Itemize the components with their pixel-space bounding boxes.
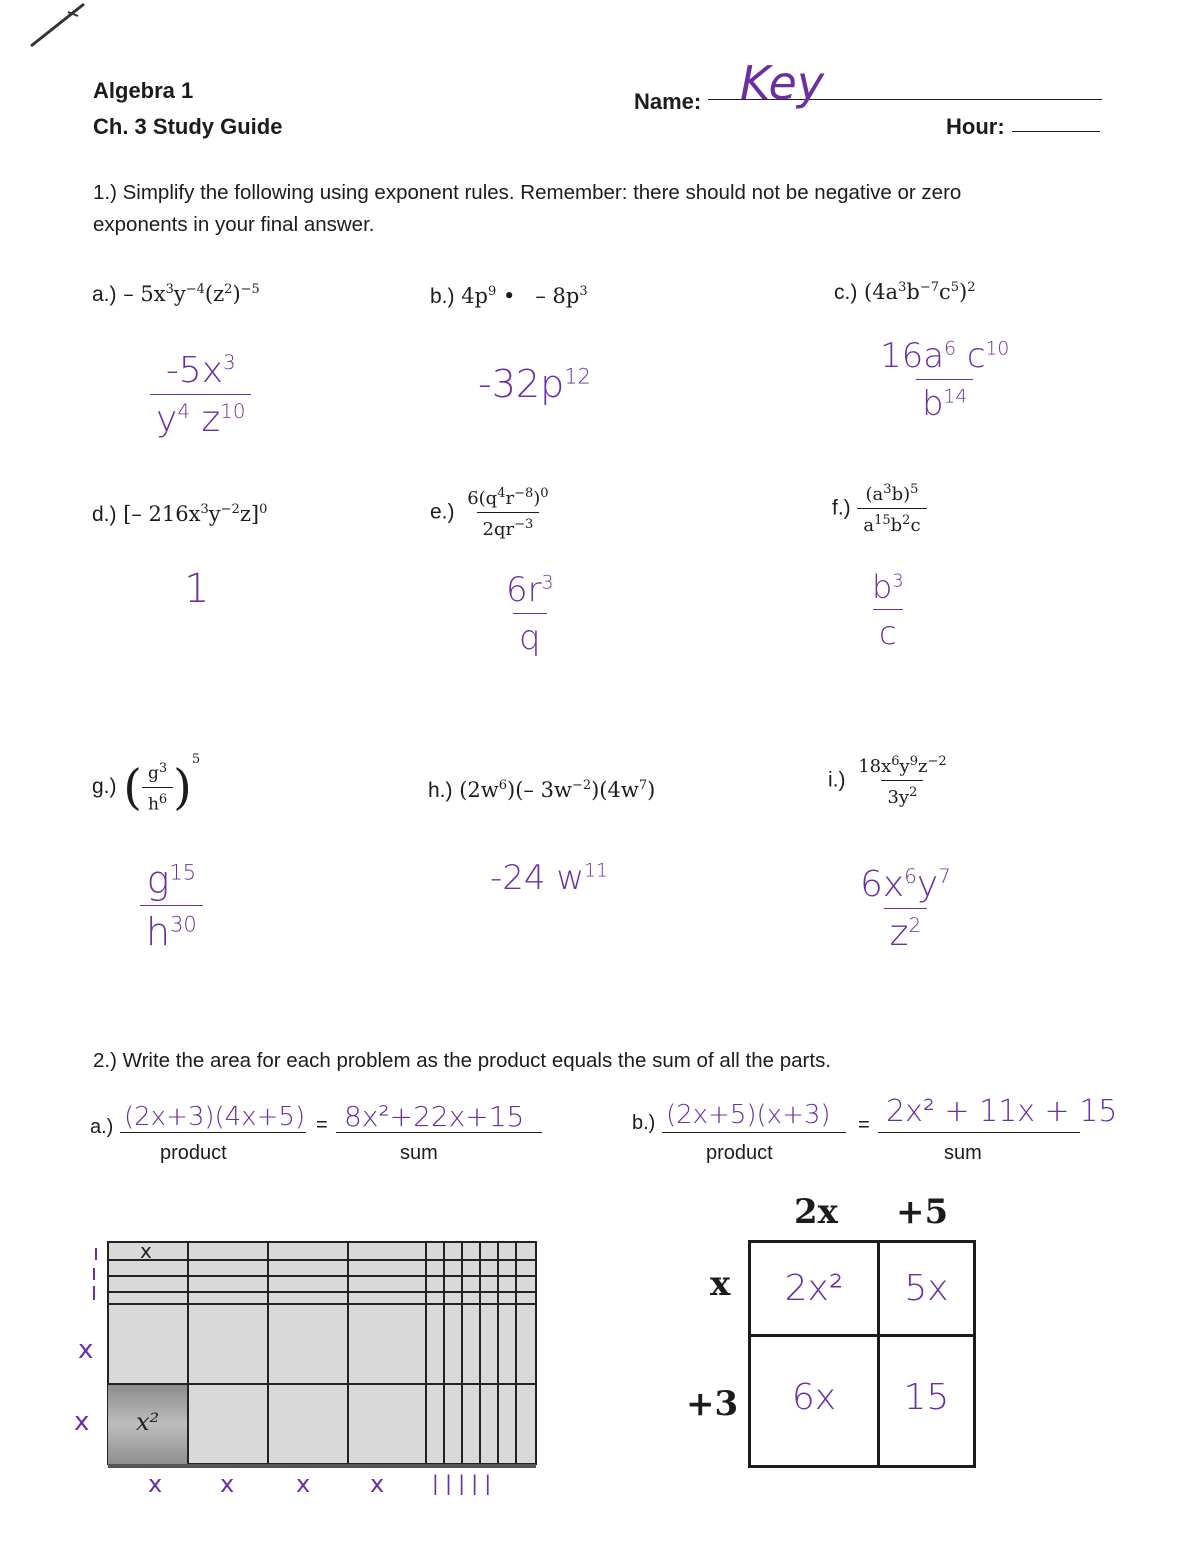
tiles-side-x1: x — [78, 1335, 94, 1365]
tiles-bottom-x3: x — [296, 1470, 311, 1498]
answer-f-den: c — [873, 609, 903, 652]
answer-h-base: -24 w — [490, 858, 585, 898]
q2-instructions: 2.) Write the area for each problem as the product equals the sum of all the parts. — [93, 1049, 832, 1072]
problem-e: e.) $\frac{6(q^4r^{-8})^0}{2qr^{-3}}$ — [430, 486, 549, 540]
q1-instructions-line1: 1.) Simplify the following using exponent rules. Remember: there should not be negative or zero — [93, 181, 962, 204]
box-row-head-1: x — [710, 1264, 731, 1304]
answer-a-num-exp: 3 — [223, 351, 236, 374]
tiles-bottom-x4: x — [370, 1470, 385, 1498]
answer-f-num: b — [872, 568, 893, 606]
q2b-sum: 2x² + 11x + 15 — [886, 1094, 1118, 1129]
q2a-product: (2x+3)(4x+5) — [124, 1102, 306, 1132]
box-cell-21-value: 6x — [791, 1377, 837, 1419]
q2a-product-caption: product — [160, 1142, 227, 1164]
problem-g: g.) ( $\frac{g^3}{h^6}$ )$^5$ — [92, 752, 201, 816]
problem-b-label: b.) — [430, 285, 455, 308]
box-cell-11 — [750, 1242, 879, 1336]
box-col-head-1: 2x — [794, 1192, 838, 1232]
answer-i-den: z — [889, 913, 909, 954]
q2a-label: a.) — [90, 1116, 114, 1138]
answer-h-exp: 11 — [584, 860, 608, 882]
answer-g-num: g — [146, 858, 170, 902]
answer-i-den-exp: 2 — [908, 914, 922, 937]
answer-i-num2: y — [916, 864, 939, 905]
q1-instructions-line2: exponents in your final answer. — [93, 213, 375, 236]
answer-h — [490, 858, 608, 898]
answer-e — [500, 570, 560, 658]
box-cell-21 — [750, 1336, 879, 1467]
answer-a-den2-exp: 10 — [220, 400, 246, 423]
answer-f — [866, 568, 910, 652]
problem-h-label: h.) — [428, 779, 453, 802]
answer-a — [150, 350, 251, 440]
answer-a-den1: y — [156, 399, 178, 440]
problem-g-label: g.) — [92, 775, 117, 798]
q2a-sum: 8x²+22x+15 — [344, 1100, 525, 1133]
answer-c-num1: 16a — [880, 336, 945, 376]
answer-f-num-exp: 3 — [892, 571, 904, 592]
hour-label: Hour: — [946, 114, 1005, 139]
problem-c: c.) $(4a^3b^{-7}c^5)^2$ — [834, 280, 976, 304]
name-label: Name: — [634, 89, 702, 114]
problem-f: f.) $\frac{(a^3b)^5}{a^{15}b^2c}$ — [832, 482, 927, 536]
q2b-product-caption: product — [706, 1142, 773, 1164]
answer-c — [874, 336, 1015, 424]
tiles-x-squared: x² — [136, 1408, 160, 1436]
algebra-tiles-figure — [70, 1234, 550, 1504]
answer-c-num2: c — [966, 336, 986, 376]
answer-d: 1 — [184, 566, 210, 612]
tiles-bottom-ones: | | | | | — [432, 1471, 492, 1495]
problem-b: b.) $4p^9$ • – $8p^3$ — [430, 284, 588, 308]
problem-i: i.) $\frac{18x^6y^9z^{-2}}{3y^2}$ — [828, 754, 947, 808]
answer-a-den1-exp: 4 — [177, 400, 190, 423]
box-col-head-2: +5 — [896, 1192, 949, 1232]
box-row-head-2: +3 — [686, 1384, 739, 1424]
problem-d: d.) [– $216x^3y^{-2}z]^0$ — [92, 502, 268, 526]
answer-i — [854, 864, 957, 954]
q2b-label: b.) — [632, 1112, 656, 1134]
answer-b-base: -32p — [478, 362, 565, 406]
answer-e-den: q — [513, 613, 547, 658]
box-cell-12 — [878, 1242, 974, 1336]
name-value: Key — [740, 56, 825, 110]
box-cell-12-value: 5x — [904, 1268, 949, 1310]
pen-stroke-mark — [28, 0, 88, 50]
answer-c-den-exp: 14 — [943, 386, 968, 408]
q2b-product: (2x+5)(x+3) — [666, 1100, 831, 1130]
box-cell-22 — [878, 1336, 974, 1467]
answer-c-den: b — [921, 384, 944, 424]
answer-a-den2: z — [201, 399, 221, 440]
q2b-sum-caption: sum — [944, 1142, 982, 1164]
q2b-product-line — [662, 1132, 846, 1133]
box-cell-11-value: 2x² — [784, 1268, 844, 1310]
problem-h: h.) $(2w^6)(-$ $3w^{-2})(4w^7)$ — [428, 778, 656, 802]
course-title: Algebra 1 — [93, 78, 194, 103]
hour-line — [1012, 130, 1100, 132]
q2a-sum-caption: sum — [400, 1142, 438, 1164]
answer-i-num1-exp: 6 — [904, 865, 917, 888]
problem-i-label: i.) — [828, 768, 846, 792]
area-box-table — [748, 1240, 976, 1468]
answer-g — [140, 858, 203, 954]
q2b-equals: = — [858, 1114, 870, 1136]
q2b-sum-line — [878, 1132, 1080, 1133]
tiles-corner-x: x — [140, 1239, 152, 1263]
problem-d-label: d.) — [92, 503, 117, 526]
problem-a-label: a.) — [92, 283, 117, 306]
answer-i-num2-exp: 7 — [938, 865, 951, 888]
answer-g-den-exp: 30 — [170, 912, 197, 937]
answer-i-num1: 6x — [860, 864, 905, 905]
answer-b — [478, 362, 591, 406]
tiles-side-x2: x — [74, 1407, 90, 1437]
answer-e-num: 6r — [506, 570, 542, 610]
problem-c-label: c.) — [834, 281, 858, 304]
problem-e-label: e.) — [430, 500, 455, 524]
answer-g-den: h — [146, 910, 171, 954]
answer-b-exp: 12 — [564, 364, 591, 389]
answer-e-num-exp: 3 — [541, 572, 554, 594]
answer-c-num2-exp: 10 — [985, 338, 1010, 360]
study-guide-title: Ch. 3 Study Guide — [93, 114, 283, 139]
box-cell-22-value: 15 — [903, 1377, 950, 1419]
answer-c-num1-exp: 6 — [944, 338, 956, 360]
problem-f-label: f.) — [832, 496, 851, 520]
tiles-bottom-x1: x — [148, 1470, 163, 1498]
answer-g-num-exp: 15 — [169, 860, 197, 885]
problem-a: $a.) - 5x^3y^{-4}(z^2)^{-5}$ — [92, 282, 260, 306]
answer-a-num: -5x — [165, 350, 224, 391]
q2a-equals: = — [316, 1114, 328, 1136]
tiles-bottom-x2: x — [220, 1470, 235, 1498]
q2a-product-line — [120, 1132, 306, 1133]
